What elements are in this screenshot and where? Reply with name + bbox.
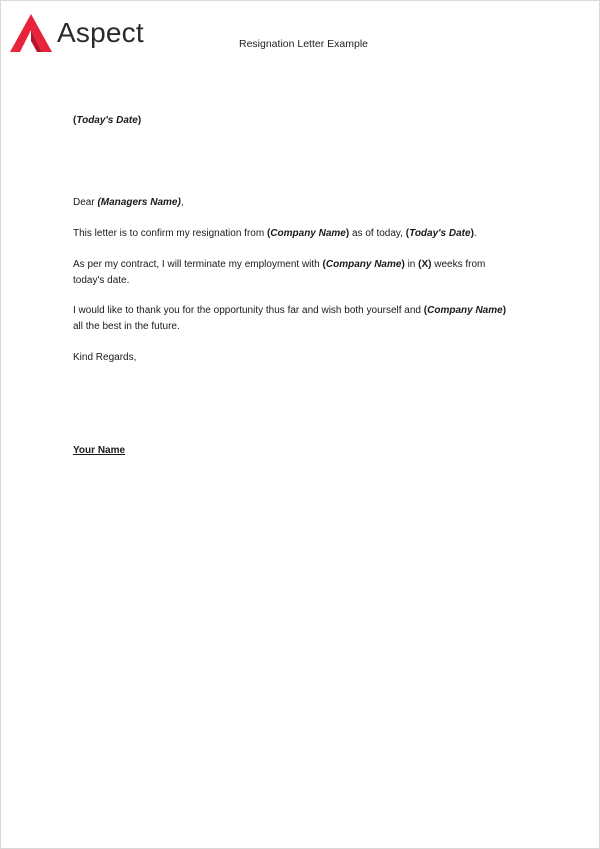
- brand-name: Aspect: [57, 17, 144, 48]
- paragraph-contract-line-1: As per my contract, I will terminate my employment with (Company Name) in (X) weeks from: [73, 259, 486, 270]
- closing: Kind Regards,: [73, 352, 137, 363]
- signature-name: Your Name: [73, 445, 126, 456]
- brand-logo: [10, 14, 144, 52]
- paragraph-thanks-line-1: I would like to thank you for the opportunity thus far and wish both yourself and (Company Name): [73, 305, 507, 316]
- paragraph-thanks-line-2: all the best in the future.: [73, 320, 180, 332]
- paragraph-confirm: This letter is to confirm my resignation from (Company Name) as of today, (Today's Date).: [73, 228, 477, 239]
- salutation: Dear (Managers Name),: [73, 197, 184, 208]
- letter-date: (Today's Date): [73, 115, 142, 126]
- paragraph-contract-line-2: today's date.: [73, 274, 130, 286]
- document-title: Resignation Letter Example: [239, 38, 368, 50]
- aspect-logo-icon: [10, 14, 52, 52]
